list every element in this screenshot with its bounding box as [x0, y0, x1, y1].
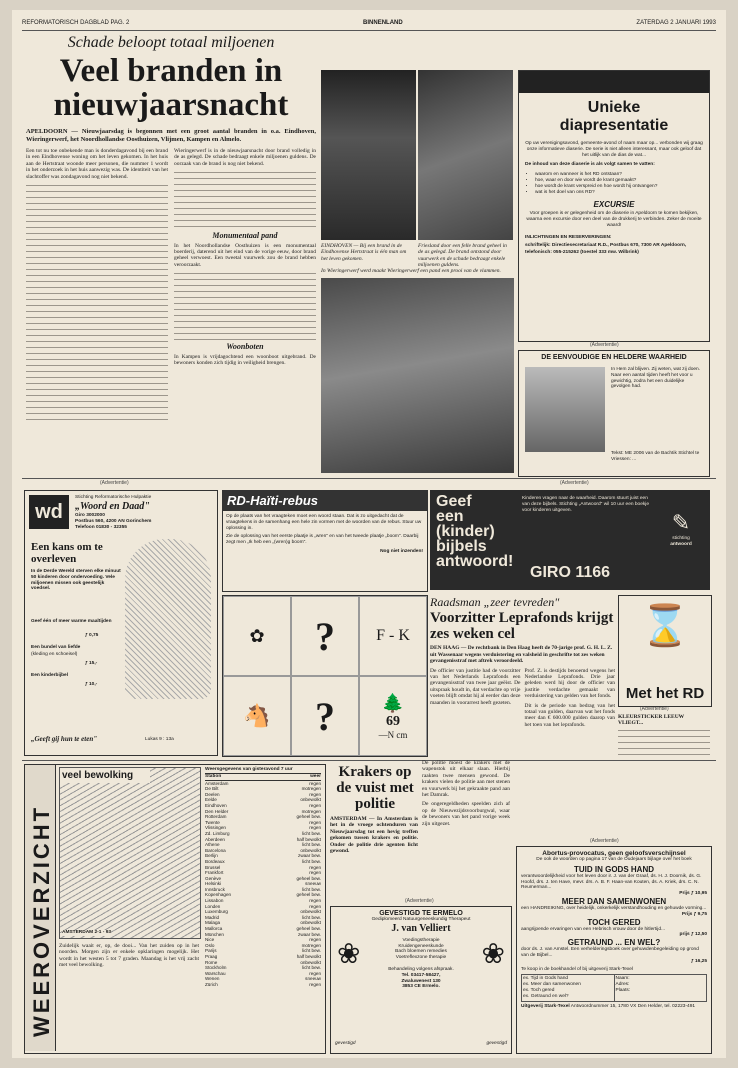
fire-text-filler — [174, 271, 316, 341]
woord-en-daad-ad — [24, 490, 218, 756]
weer-title-vertical — [25, 765, 56, 1051]
weer-condition: regen — [309, 870, 321, 876]
weer-condition: regen — [309, 937, 321, 943]
diapresentatie-question: • wat is het doel van ons RD? — [535, 190, 703, 196]
diapresentatie-banner — [519, 71, 709, 93]
weer-city: Mallorca — [205, 926, 223, 932]
stark-s1-text: verantwoordelijkheid voor het leven door ir. J. van der Graaf, ds. H. J. Doornik, ds. G. Hoofd, drs. J. ten Have, mevr. drs. A. B. F. Haan-van Kouten, ds. A. Kriek, drs. C. N. Reumerman... — [521, 873, 702, 891]
stark-publisher-name: Uitgeverij Stark-Texel — [521, 1003, 570, 1009]
weer-condition: licht bew. — [302, 886, 321, 892]
haiti-note: Nog niet inzenden! — [380, 548, 423, 554]
hourglass-icon: ⌛ — [640, 603, 690, 648]
haiti-title-bar — [223, 491, 427, 511]
wd-item-3: Een kinderbijbel — [31, 673, 69, 678]
stark-s1: TUID IN GODS HAND — [574, 864, 654, 874]
stark-s2-text: een HANDREIKING, over heidelijk, onkerkelijk verstandhouding en gehuwde vorming... — [521, 905, 707, 911]
weer-city: Den Helder — [205, 808, 229, 814]
giro-line-2: een — [436, 508, 464, 525]
wd-child-drawing — [125, 539, 211, 699]
fire-subhead-1: Monumentaal pand — [212, 231, 278, 241]
masthead-center: BINNENLAND — [363, 20, 403, 26]
flower-icon-right: ❀ — [481, 939, 505, 970]
fire-subhead-2: Woonboten — [226, 342, 264, 352]
weer-condition: onbewolkt — [300, 797, 321, 803]
giro-logo — [658, 510, 704, 548]
weer-condition: half bewolkt — [296, 836, 321, 842]
fire-body-1: Een tot nu toe onbekende man is donderdagavond bij een brand in een Eindhovense woning om het leven gekomen. In het huis aan de Hertstraat woonde meer personen, die nummer 1 wordt in het onderzoek in het huis aanwezig was. De identiteit van het slachtoffer was zondagavond nog niet bekend. — [26, 148, 168, 180]
fire-text-filler — [174, 170, 316, 230]
flower-icon-left: ❀ — [337, 939, 361, 970]
wd-price-2: ƒ 15,- — [85, 661, 98, 666]
rebus-cell-3 — [359, 596, 427, 676]
rebus-grid — [222, 595, 428, 757]
weer-city: Madrid — [205, 914, 220, 920]
fire-body-3: In het Noordhollandse Oosthuizen is een monumentaal boerderij, daterend uit het eind van de vorige eeuw, door brand geheel verwoest. Een tweetal vuurwerk zou de brand hebben veroorzaakt. — [174, 242, 316, 268]
krakers-body-1: De politie moest de krakers met de wapenstok uit elkaar slaan. Hierbij raakten twee mensen gewond. De krakers vielen de politie aan met stenen en vuurwerk bij het gekraakte pand aan het Damrak. — [422, 760, 510, 799]
krakers-article — [330, 760, 510, 894]
weer-condition: licht bew. — [302, 948, 321, 954]
weer-city: Barcelona — [205, 847, 226, 853]
haiti-answer: Zie de oplossing van het eerste plaatje is „wren" en van het tweede plaatje „boom". Daarbij zegt men „Ik heb een „(wren)g boom". — [226, 534, 419, 546]
weer-condition: zwaar bew. — [298, 931, 321, 937]
weer-city: Deelen — [205, 791, 220, 797]
weer-city: Wenen — [205, 976, 220, 982]
weer-condition: motregen — [301, 786, 321, 792]
weer-city: Stockholm — [205, 965, 227, 971]
ermelo-title: GEVESTIGD TE ERMELO — [379, 910, 463, 917]
weer-city: Berlijn — [205, 853, 218, 859]
weer-city: Lissabon — [205, 898, 224, 904]
weer-table-rows — [205, 781, 321, 988]
weer-city: Praag — [205, 954, 218, 959]
metrd-text-filler — [618, 728, 710, 756]
fire-body-4: In Kampen is vrijdagochtend een woonboot uitgebrand. De bewoners konden zich tijdig in veiligheid brengen. — [174, 353, 316, 367]
masthead-right: ZATERDAG 2 JANUARI 1993 — [636, 20, 716, 26]
wd-item-2b: (kleding en schoeisel) — [31, 652, 78, 657]
ermelo-sub: Gediplomeerd Natuurgeneeskundig Therapeut — [371, 917, 471, 922]
giro-logo-1: stichting — [672, 536, 690, 541]
stark-adv-label: (Advertentie) — [590, 838, 619, 844]
rebus-cell-6 — [359, 676, 427, 756]
weer-condition: regen — [309, 970, 321, 976]
stark-publisher-addr: Antwoordnummer 15, 1780 VX Den Helder, tel. 02223-491 — [570, 1003, 696, 1009]
giro-number: GIRO 1166 — [530, 564, 611, 581]
lepra-kicker: Raadsman „zeer tevreden" — [430, 595, 560, 609]
weer-city: Athene — [205, 842, 220, 848]
haiti-rebus — [222, 490, 428, 592]
fire-photo-1 — [321, 70, 416, 240]
lepra-headline: Voorzitter Leprafonds krijgt zes weken cel — [430, 610, 614, 642]
weer-condition: geheel bew. — [296, 892, 321, 898]
weer-city: Frankfort — [205, 870, 224, 876]
divider — [22, 478, 716, 479]
ermelo-tel: Tel. 03417-58427, — [401, 972, 441, 978]
stark-s1-price: Prijs ƒ 10,95 — [679, 891, 707, 897]
weer-head-weather: weer — [310, 773, 321, 779]
giro-ad — [430, 490, 710, 590]
weer-condition: regen — [309, 819, 321, 825]
weer-city: Malaga — [205, 920, 221, 926]
masthead-left: REFORMATORISCH DAGBLAD PAG. 2 — [22, 20, 130, 26]
diapresentatie-question: • waarom en wanneer is het RD ontstaan? — [535, 172, 703, 178]
weer-city: Eelde — [205, 797, 217, 803]
weer-city: Zd. Limburg — [205, 830, 230, 836]
rebus-question-2: ? — [315, 693, 335, 739]
rebus-tree-icon: 🌲 — [381, 692, 405, 713]
caption-2-text: Friesland door een felle brand geheel in de as gelegd. De brand ontstond door vuurwerk en de schade bedraagt enkele miljoenen guldens. — [418, 243, 507, 269]
fire-article — [26, 34, 316, 474]
stark-texel-ad — [516, 846, 712, 1054]
weer-table-header — [205, 774, 321, 781]
ermelo-text-2: Kruidengeneeskunde — [398, 943, 444, 949]
ermelo-appt: Behandeling volgens afspraak. — [388, 966, 454, 972]
stark-form-3[interactable]: ex. Toch gered — [523, 987, 555, 993]
weer-condition: onbewolkt — [300, 920, 321, 926]
stark-s3-price: prijs ƒ 12,50 — [679, 932, 707, 938]
rebus-cell-1: ✿ — [223, 596, 291, 676]
weer-condition: motregen — [301, 942, 321, 948]
wd-name: „Woord en Daad" — [75, 501, 150, 512]
wd-logo: wd — [29, 495, 69, 529]
wd-item-2: Een bundel van liefde — [31, 645, 81, 650]
wd-org: Stichting Reformatorische Hulpaktie — [75, 495, 152, 500]
fire-caption-3 — [321, 268, 514, 274]
ermelo-ad — [330, 906, 512, 1054]
diapresentatie-address: schriftelijk: Directiesecretariaat R.D., Postbus 670, 7300 AR Apeldoorn, — [525, 242, 687, 248]
waarheid-ad — [518, 350, 710, 477]
giro-line-3: (kinder) — [436, 523, 495, 540]
weer-condition: onbewolkt — [300, 847, 321, 853]
diapresentatie-question: • hoe, waar en door wie wordt de krant gemaakt? — [535, 178, 703, 184]
fire-body-columns — [26, 148, 316, 478]
diapresentatie-title: Unieke diapresentatie — [559, 99, 669, 134]
waarheid-title: DE EENVOUDIGE EN HELDERE WAARHEID — [541, 354, 687, 361]
weer-city: Luxemburg — [205, 909, 228, 915]
wd-giro: Giro 3002000 — [75, 513, 105, 518]
weer-city: Bordeaux — [205, 858, 225, 864]
diapresentatie-qtitle: De inhoud van deze diaserie is als volgt samen te vatten: — [525, 162, 655, 168]
ermelo-text-3: Bach bloemen remedies — [395, 949, 447, 955]
weer-condition: regen — [309, 864, 321, 870]
weer-city: Oslo — [205, 942, 215, 948]
stark-s2: MEER DAN SAMENWONEN — [561, 896, 667, 906]
lepra-article — [430, 595, 615, 757]
weer-table-row — [205, 982, 321, 988]
weer-map — [59, 767, 201, 939]
waarheid-adv-label: (Advertentie) — [590, 342, 619, 348]
diapresentatie-excursie-text: Voor groepen is er gelegenheid om de diaserie in Apeldoorn te komen bekijken, waarna een excursie door een deel van de drukkerij te verbinden. Zeker de moeite waard! — [526, 211, 702, 228]
krakers-body-2: De ongeregeldheden speelden zich af op de Nieuwezijdsvoorburgwal, waar de bewoners van het pand vorige week zijn uitgezet. — [422, 801, 510, 827]
stark-form-4[interactable]: ex. Getraund en wel? — [523, 993, 569, 999]
stark-sub: De ook de woorden op pagina 17 van de Oudejaars bijlage over het boek — [536, 857, 692, 862]
weer-condition: licht bew. — [302, 842, 321, 848]
stark-title: Abortus-provocatus, geen geloofsverschijnsel — [542, 850, 686, 857]
diapresentatie-ad — [518, 70, 710, 342]
lepra-body-2: Prof. Z. is destijds benoemd wegens het Nederlandse Leprafonds. Drie jaar geleden werd hij door de officier van justitie verdachte gemaakt van verduistering van gelden van het fonds. — [524, 667, 615, 700]
weer-condition: onbewolkt — [300, 959, 321, 965]
stark-publisher — [521, 1004, 707, 1010]
weer-city: Eindhoven — [205, 802, 227, 808]
weer-title: WEEROVERZICHT — [29, 804, 54, 1037]
weer-city: Vlissingen — [205, 825, 226, 831]
waarheid-text: In Hem zal blijven. Zij weten, wat zij doen. Naar een aantal tijden heeft het voor u gewichtig, zodra het een duidelijke gevolgen had. — [611, 367, 701, 390]
weer-city: Rotterdam — [205, 814, 227, 820]
stark-order-form — [521, 974, 707, 1001]
stark-s4-price: ƒ 16,25 — [690, 958, 707, 964]
masthead — [22, 20, 716, 31]
weer-city: Nice — [205, 937, 215, 943]
stark-s2-price: Prijs ƒ 9,75 — [681, 911, 707, 917]
ermelo-leaf-right: gevestigd — [486, 1041, 507, 1047]
ermelo-city: 3853 CE Ermelo. — [402, 984, 440, 990]
caption-1-text: EINDHOVEN — Bij een brand in de Eindhovense Hertstraat is één man om het leven gekomen. — [321, 243, 407, 262]
weer-city: Aberdeen — [205, 836, 225, 842]
weer-map-label: AMSTERDAM 2-1 - 93 — [62, 930, 112, 936]
weer-city: Genève — [205, 875, 222, 881]
waarheid-footer: Tekst: ME 2006 van de Bachtik Stichtel te Vriessen: ... — [611, 451, 700, 462]
lepra-body-1: De officier van justitie had de voorzitter van het Nederlands Leprafonds een gevangenisstraf van twee jaar geëist. De uitspraak houdt in, dat verdachte op vrije voeten blijft omdat hij al eerder dan deze maanden in voorarrest heeft gezeten. — [430, 667, 521, 706]
ermelo-text-1: Voedingstherapie — [402, 937, 440, 943]
divider — [22, 760, 716, 761]
weer-condition: licht bew. — [302, 965, 321, 971]
weer-city: Zürich — [205, 981, 218, 987]
ermelo-text-4: Voetreflexzone therapie — [395, 955, 447, 961]
weer-city: Parijs — [205, 948, 217, 954]
diapresentatie-intro: Op uw verenigingsavond, gemeente-avond of naam maar op... verbonden wij graag onze informatieve diaserie. De serie is niet alleen interessant, maar ook geloof dat het uitlijk van de dias de wat... — [525, 141, 703, 158]
diapresentatie-phone: telefonisch: 055-215262 (toestel 333 mw. Wilbrink) — [525, 250, 639, 256]
giro-adv-label: (Advertentie) — [560, 480, 589, 486]
wd-price-1: ƒ 0,75 — [85, 633, 99, 638]
wd-address: Postbus 560, 4200 AN Gorinchem — [75, 519, 152, 524]
lepra-body — [430, 668, 615, 732]
fire-photo-3 — [321, 278, 514, 473]
rebus-numeral: 69 — [386, 713, 400, 729]
met-het-rd-label: Met het RD — [625, 685, 705, 702]
stark-adres[interactable]: Adres: — [615, 982, 630, 988]
weeroverzicht — [24, 764, 326, 1054]
weer-table — [205, 767, 321, 988]
waarheid-photo — [525, 367, 605, 452]
rebus-cell-2 — [291, 596, 359, 676]
caption-3-text: In Wieringerwerf werd maakt Wieringerwerf een pand een prooi van de vlammen. — [321, 268, 501, 274]
haiti-title: RD-Haïti-rebus — [227, 493, 319, 508]
metrd-adv-label: (Advertentie) — [640, 706, 669, 712]
met-het-rd-ad — [618, 595, 712, 707]
stark-s4: GETRAUND ... EN WEL? — [567, 938, 661, 948]
fire-kicker: Schade beloopt totaal miljoenen — [67, 34, 275, 51]
metrd-headline: KLEURSTICKER LEEUW VLIEGT... — [618, 714, 685, 727]
krakers-lead: AMSTERDAM — In Amsterdam is het in de vroege ochtenduren van Nieuwjaarsdag tot een hevig treffen gekomen tussen krakers en politie. Onder de politie drie agenten licht gewond. — [330, 816, 418, 855]
weer-city: De Bilt — [205, 786, 219, 792]
wd-phone: Telefoon 01830 - 32355 — [75, 525, 127, 530]
weer-condition: geheel bew. — [296, 875, 321, 881]
fire-photo-2 — [418, 70, 513, 240]
wd-quote: „Geeft gij hun te eten" — [31, 735, 98, 743]
giro-slogan — [436, 494, 516, 569]
weer-condition: regen — [309, 825, 321, 831]
fire-body-2: Wieringerwerf is in de nieuwjaarsnacht door brand volledig in de as gelegd. De schade bedraagt enkele miljoenen guldens. De oorzaak van de brand is nog niet bekend. — [174, 148, 316, 167]
weer-city: Brussel — [205, 864, 221, 870]
weer-condition: licht bew. — [302, 830, 321, 836]
stark-form-title: Te koop in de boekhandel of bij uitgeverij Stark-Texel — [521, 966, 633, 972]
weer-city: München — [205, 931, 224, 937]
stark-plaats[interactable]: Plaats: — [615, 987, 631, 993]
weer-condition: geheel bew. — [296, 926, 321, 932]
stark-s3: TOCH GERED — [587, 917, 641, 927]
haiti-text: Op de plaats van het vraagteken moet een woord staan. Dat is zo uitgedacht dat de vraagtekens in de samenhang een hele zin vormen met de woorden van de rebus. Stuur uw oplossing in. — [226, 514, 422, 531]
giro-line-5: antwoord! — [436, 553, 514, 570]
wd-adv-label: (Advertentie) — [100, 480, 129, 486]
ermelo-adv-label: (Advertentie) — [405, 898, 434, 904]
stark-naam[interactable]: Naam: — [615, 976, 630, 982]
weer-condition: regen — [309, 791, 321, 797]
weer-condition: regen — [309, 903, 321, 909]
weer-city: Innsbruck — [205, 886, 225, 892]
lepra-body-3: Dit is de periode van bedrag van het totaal van gulden, daarvan wat het fonds meer dan € 600.000 gulden daarop van het toen van het leprafonds. — [524, 702, 615, 728]
weer-condition: geheel bew. — [296, 814, 321, 820]
diapresentatie-questions — [525, 172, 703, 195]
weer-condition: half bewolkt — [296, 954, 321, 959]
weer-forecast-text: Zuidelijk waait er, op, de dooi... Van het zuiden op in het noorden. Morgen zijn er enkele opklaringen mogelijk. Het wordt in het westen 5 tot 7 graden. Maandag is het vrij zacht met veel bewolking. — [59, 943, 199, 969]
lepra-lead: DEN HAAG — De rechtbank in Den Haag heeft de 70-jarige prof. G. H. L. Z. uit Wassenaar wegens verduistering en valsheid in geschrifte tot zes weken gevangenisstraf met aftrek veroordeeld. — [430, 645, 613, 664]
weer-condition: regen — [309, 981, 321, 987]
stark-form-1[interactable]: ex. Tijd in Gods hand — [523, 976, 569, 982]
weer-city: Twente — [205, 819, 220, 825]
diapresentatie-excursie: EXCURSIE — [593, 200, 635, 210]
stark-s3-text: aangrijpende ervaringen van een Hebrisch vrouw door de hitlertijd... — [521, 926, 665, 932]
weer-condition: sneeuw — [305, 881, 321, 887]
diapresentatie-info-title: INLICHTINGEN EN RESERVERINGEN: — [525, 234, 612, 240]
rebus-unit: —N cm — [378, 729, 408, 740]
wd-item-1: Geef één of meer warme maaltijden — [31, 619, 112, 624]
rebus-letters: F - K — [376, 627, 410, 644]
weer-condition: licht bew. — [302, 858, 321, 864]
weer-condition: licht bew. — [302, 914, 321, 920]
krakers-headline: Krakers op de vuist met politie — [336, 764, 414, 812]
weer-sub: veel bewolking — [60, 768, 150, 783]
weer-table-title: Weersgegevens van gisteravond 7 uur — [205, 767, 321, 774]
diapresentatie-question: • hoe wordt de krant verspreid en hoe wordt hij ontvangen? — [535, 184, 703, 190]
weer-condition: motregen — [301, 808, 321, 814]
wd-quote-ref: Lukas 9 : 13a — [145, 737, 174, 742]
weer-city: Londen — [205, 903, 221, 909]
weer-forecast — [59, 943, 199, 972]
giro-logo-2: antwoord — [670, 541, 692, 547]
fire-headline: Veel branden in nieuwjaarsnacht — [53, 53, 289, 123]
ermelo-leaf-left: gevestigd — [335, 1041, 356, 1047]
wd-price-3: ƒ 10,- — [85, 682, 98, 687]
weer-city: Amsterdam — [205, 780, 229, 786]
weer-city: Rome — [205, 959, 218, 965]
fire-caption-1 — [321, 243, 413, 262]
weer-condition: onbewolkt — [300, 909, 321, 915]
giro-line-1: Geef — [436, 493, 472, 510]
weer-city: Helsinki — [205, 881, 222, 887]
weer-head-station: Station — [205, 773, 222, 779]
stark-form-2[interactable]: ex. Meer dan samenwonen — [523, 982, 581, 988]
weer-condition: regen — [309, 780, 321, 786]
rebus-question-1: ? — [315, 613, 335, 659]
rebus-cell-4: 🐴 — [223, 676, 291, 756]
rebus-cell-5 — [291, 676, 359, 756]
weer-city: Kopenhagen — [205, 892, 232, 898]
ermelo-name: J. van Velliert — [391, 922, 451, 934]
fire-text-filler — [26, 183, 168, 423]
fire-lead: APELDOORN — Nieuwjaarsdag is begonnen met een groot aantal branden in o.a. Eindhoven, Wieringerwerf, het Noordhollandse Oosthuizen, Vlijmen, Kampen en Almelo. — [26, 128, 316, 143]
weer-condition: sneeuw — [305, 976, 321, 982]
giro-logo-icon: ✎ — [671, 510, 691, 535]
ermelo-street: Zwaluwenest 130 — [401, 978, 441, 984]
weer-condition: regen — [309, 802, 321, 808]
weer-condition: zwaar bew. — [298, 853, 321, 859]
giro-line-4: bijbels — [436, 538, 487, 555]
weer-city: Warschau — [205, 970, 226, 976]
wd-kans-text: In de Derde Wereld sterven elke minuut 50 kinderen door ondervoeding. Vele miljoenen missen ook geestelijk voedsel. — [31, 569, 121, 592]
stark-s4-text: door ds. J. van Amstel. Een verhelderingsboek over gehuwdenbegeleiding op grond van de Bijbel... — [521, 947, 699, 958]
giro-text: Kinderen vragen naar de waarheid. Daarom stuurt juist een van deze bijbels. Stichting „Antwoord" wil 10 uur een boekje voor kinderen uitgeven. — [522, 496, 650, 513]
weer-condition: regen — [309, 898, 321, 904]
wd-kans: Een kans om te overleven — [31, 541, 103, 565]
fire-caption-2 — [418, 243, 510, 269]
